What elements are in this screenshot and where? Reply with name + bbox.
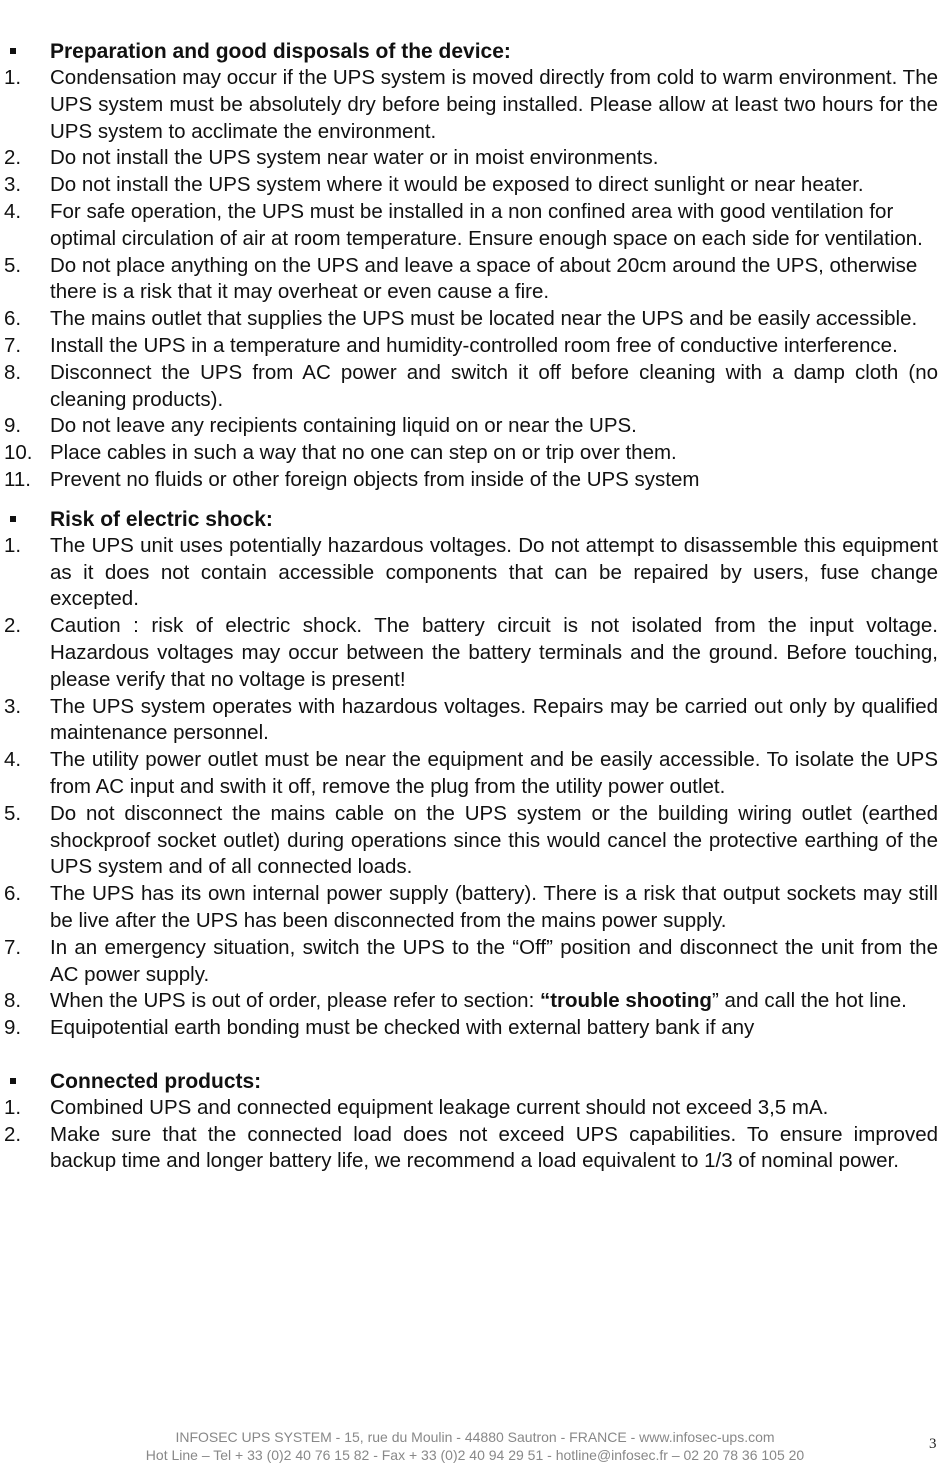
square-bullet-icon — [10, 1078, 16, 1084]
list-item: 8. When the UPS is out of order, please refer to section: “trouble shooting” and call the hot line. — [4, 989, 907, 1013]
page-footer — [0, 1428, 950, 1464]
list-item: 5. Do not place anything on the UPS and leave a space of about 20cm around the UPS, otherwise there is a risk that it may overheat or even cause a fire. — [4, 253, 918, 304]
spacer — [0, 1042, 950, 1068]
section-heading-preparation: Preparation and good disposals of the device: — [0, 38, 950, 65]
list-item: 2. Make sure that the connected load does not exceed UPS capabilities. To ensure improved backup time and longer battery life, we recommend a load equivalent to 1/3 of nominal power. — [4, 1122, 938, 1173]
list-item: 7. In an emergency situation, switch the UPS to the “Off” position and disconnect the unit from the AC power supply. — [4, 935, 938, 986]
section-reference: “trouble shooting — [539, 989, 712, 1013]
list-item: 9. Equipotential earth bonding must be checked with external battery bank if any — [4, 1016, 755, 1040]
spacer — [0, 494, 950, 506]
list-item: 4. The utility power outlet must be near the equipment and be easily accessible. To isolate the UPS from AC input and swith it off, remove the plug from the utility power outlet. — [4, 748, 938, 798]
list-item: 3. The UPS system operates with hazardous voltages. Repairs may be carried out only by qualified maintenance personnel. — [4, 694, 938, 745]
list-item: 8. Disconnect the UPS from AC power and switch it off before cleaning with a damp cloth (no cleaning products). — [4, 360, 938, 411]
list-item: 3. Do not install the UPS system where it would be exposed to direct sunlight or near heater. — [4, 173, 864, 197]
section-heading-electric-shock: Risk of electric shock: — [0, 506, 950, 533]
square-bullet-icon — [10, 516, 16, 522]
footer-hotline: Hot Line – Tel + 33 (0)2 40 76 15 82 - Fax + 33 (0)2 40 94 29 51 - hotline@infosec.fr – 02 20 78 36 105 20 — [145, 1447, 805, 1463]
list-item: 6. The UPS has its own internal power supply (battery). There is a risk that output sockets may still be live after the UPS has been disconnected from the mains power supply. — [4, 882, 938, 932]
list-item: 2. Do not install the UPS system near water or in moist environments. — [4, 146, 659, 170]
list-item: 1. Combined UPS and connected equipment leakage current should not exceed 3,5 mA. — [4, 1095, 829, 1119]
list-item: 1. Condensation may occur if the UPS system is moved directly from cold to warm environment. The UPS system must be absolutely dry before being installed. Please allow at least two hours for the UPS system to acclimate the environment. — [4, 66, 938, 143]
list-item: 9. Do not leave any recipients containing liquid on or near the UPS. — [4, 414, 637, 438]
list-item: 1. The UPS unit uses potentially hazardous voltages. Do not attempt to disassemble this equipment as it does not contain accessible components that can be repaired by users, fuse change excepted. — [4, 533, 938, 611]
document-body — [0, 38, 950, 1175]
list-item: 2. Caution : risk of electric shock. The battery circuit is not isolated from the input voltage. Hazardous voltages may occur between the battery terminals and the ground. Before touching, please verify that no voltage is present! — [4, 614, 938, 691]
list-item: 7. Install the UPS in a temperature and humidity-controlled room free of conductive interference. — [4, 333, 898, 357]
list-item: 4. For safe operation, the UPS must be installed in a non confined area with good ventilation for optimal circulation of air at room temperature. Ensure enough space on each side for ventilation. — [4, 199, 923, 250]
footer-address: INFOSEC UPS SYSTEM - 15, rue du Moulin - 44880 Sautron - FRANCE - www.infosec-ups.com — [175, 1429, 775, 1445]
list-item: 5. Do not disconnect the mains cable on the UPS system or the building wiring outlet (earthed shockproof socket outlet) during operations since this would cancel the protective earthing of the UPS system and of all connected loads. — [4, 801, 938, 879]
list-item: 10. Place cables in such a way that no one can step on or trip over them. — [4, 441, 677, 465]
list-item: 11. Prevent no fluids or other foreign objects from inside of the UPS system — [4, 467, 700, 491]
list-item: 6. The mains outlet that supplies the UPS must be located near the UPS and be easily accessible. — [4, 307, 918, 331]
page-number: 3 — [929, 1436, 937, 1452]
section-heading-connected-products: Connected products: — [0, 1068, 950, 1095]
square-bullet-icon — [10, 48, 16, 54]
